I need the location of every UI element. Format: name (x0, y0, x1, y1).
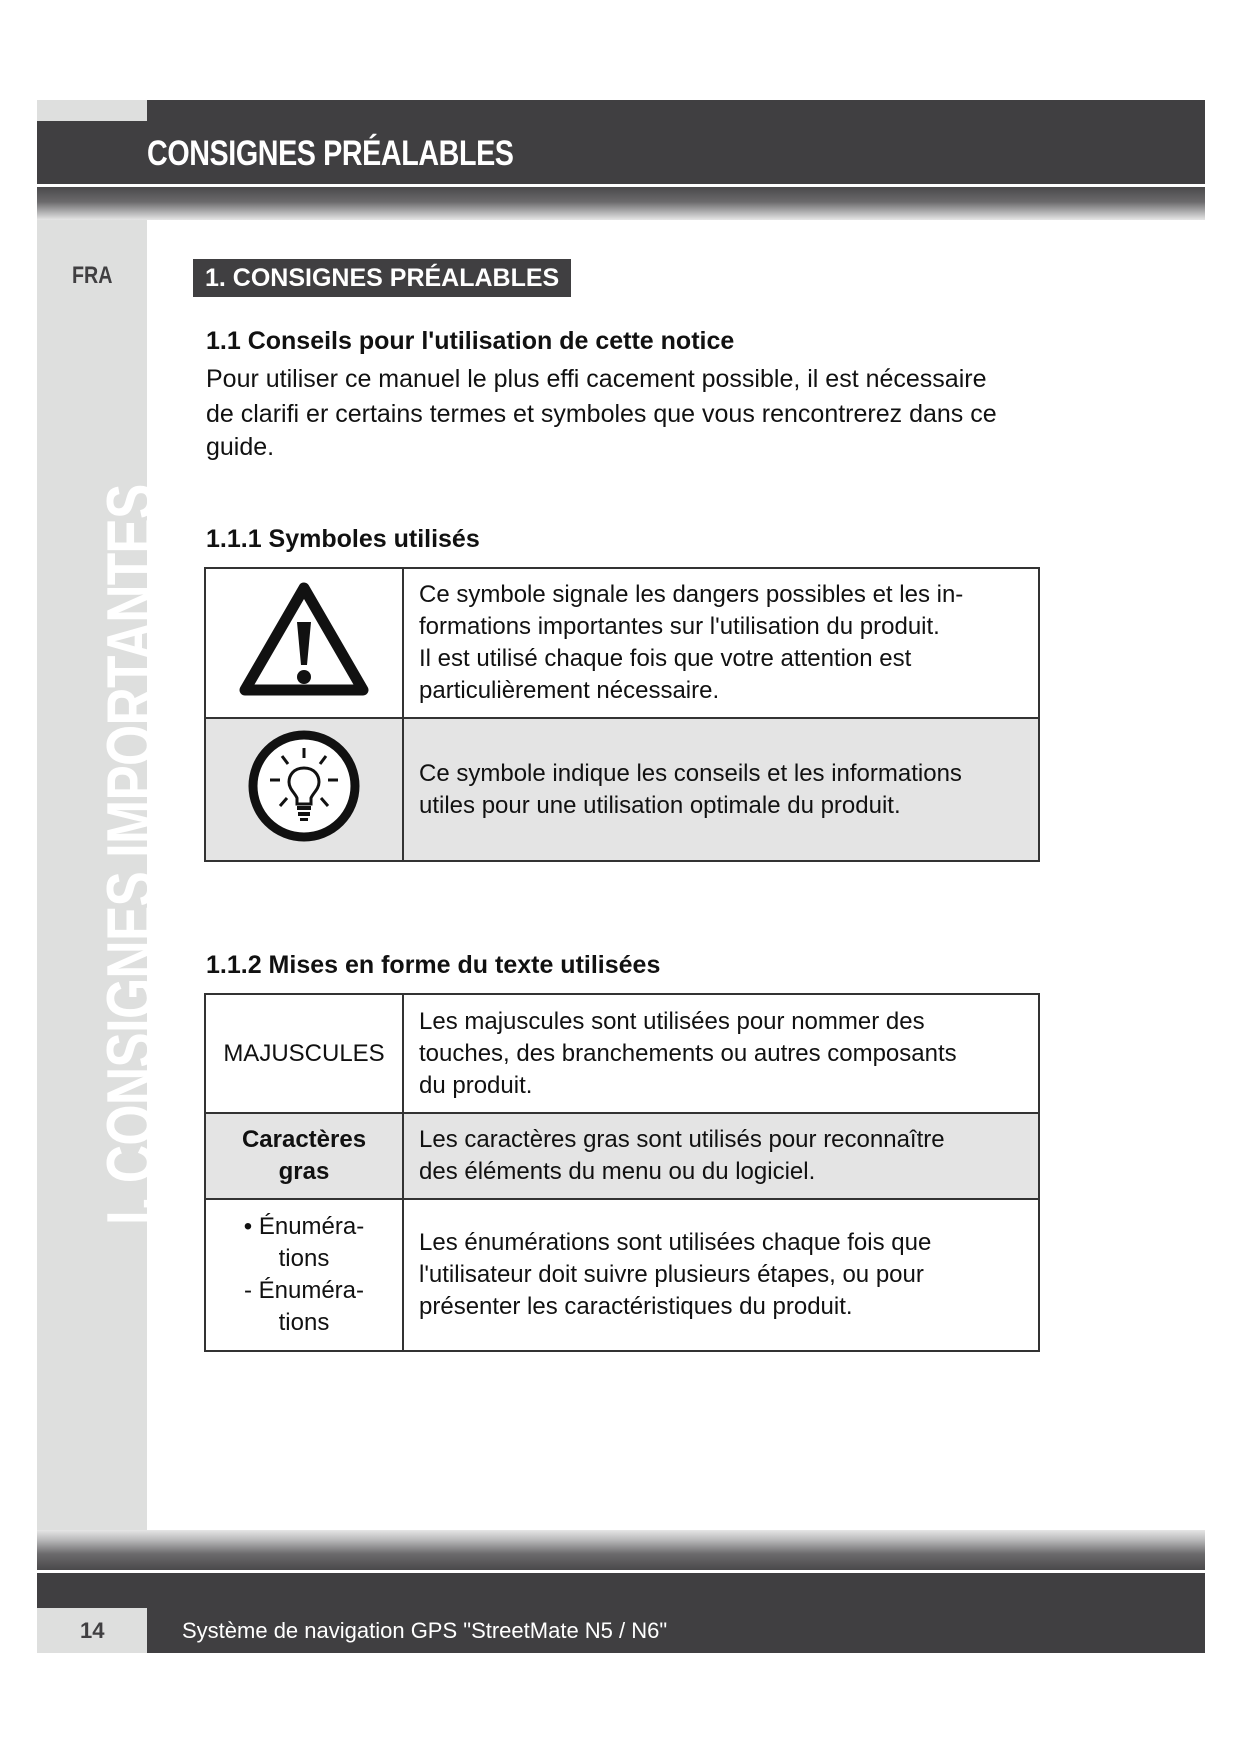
format-description (403, 994, 1039, 1113)
formats-table (204, 993, 1040, 1352)
intro-line: Pour utiliser ce manuel le plus effi cacement possible, il est nécessaire (206, 365, 987, 393)
footer-gradient-strip (37, 1530, 1205, 1570)
format-row (205, 1113, 1039, 1199)
format-label-line: tions (278, 1309, 330, 1336)
symbol-cell (205, 718, 403, 861)
desc-line: présenter les caractéristiques du produit. (419, 1293, 853, 1320)
symbol-row-warning (205, 568, 1039, 718)
format-label-line: Caractères (241, 1126, 367, 1153)
format-row (205, 1199, 1039, 1351)
desc-line: Les majuscules sont utilisées pour nommer des (419, 1007, 925, 1035)
sidebar-vertical-title-text: I. CONSIGNES IMPORTANTES (93, 484, 169, 1225)
header-gradient-strip (37, 187, 1205, 220)
warning-triangle-icon (239, 580, 369, 700)
intro-line: de clarifi er certains termes et symboles que vous rencontrerez dans ce (206, 400, 997, 428)
formats-heading: 1.1.2 Mises en forme du texte utilisées (206, 951, 661, 979)
symbols-table (204, 567, 1040, 862)
sidebar-vertical-title (92, 276, 170, 1225)
desc-line: particulièrement nécessaire. (419, 677, 720, 704)
format-label (205, 994, 403, 1113)
intro-heading: 1.1 Conseils pour l'utilisation de cette notice (206, 327, 735, 355)
desc-line: Ce symbole signale les dangers possibles et les in- (419, 581, 964, 608)
format-label (205, 1199, 403, 1351)
intro-line: guide. (206, 433, 275, 461)
format-description (403, 1113, 1039, 1199)
format-row (205, 994, 1039, 1113)
format-label (205, 1113, 403, 1199)
desc-line: Les caractères gras sont utilisés pour reconnaître (419, 1126, 945, 1153)
header-bar-left (37, 121, 147, 184)
page-number: 14 (80, 1618, 105, 1643)
desc-line: touches, des branchements ou autres composants (419, 1039, 957, 1067)
header-grey-tab (37, 100, 147, 121)
desc-line: utiles pour une utilisation optimale du produit. (419, 791, 901, 819)
symbol-description (403, 718, 1039, 861)
format-label-line: tions (278, 1245, 330, 1272)
page-header-title: CONSIGNES PRÉALABLES (147, 134, 514, 173)
symbol-cell (205, 568, 403, 718)
desc-line: Ce symbole indique les conseils et les informations (419, 759, 962, 787)
symbol-row-tip (205, 718, 1039, 861)
format-label-line: gras (278, 1158, 330, 1185)
desc-line: du produit. (419, 1071, 533, 1099)
language-label: FRA (72, 262, 113, 289)
desc-line: des éléments du menu ou du logiciel. (419, 1158, 816, 1185)
format-label-line: • Énuméra- (243, 1213, 365, 1240)
lightbulb-icon (244, 726, 364, 846)
symbol-description (403, 568, 1039, 718)
format-label-line: MAJUSCULES (223, 1039, 385, 1067)
intro-paragraph (206, 363, 1056, 464)
desc-line: Les énumérations sont utilisées chaque fois que (419, 1229, 932, 1256)
format-description (403, 1199, 1039, 1351)
footer-product-title: Système de navigation GPS "StreetMate N5 / N6" (182, 1618, 668, 1643)
desc-line: l'utilisateur doit suivre plusieurs étapes, ou pour (419, 1261, 924, 1288)
format-label-line: - Énuméra- (243, 1277, 365, 1304)
desc-line: Il est utilisé chaque fois que votre attention est (419, 645, 912, 672)
symbols-heading: 1.1.1 Symboles utilisés (206, 525, 480, 553)
section-title-box: 1. CONSIGNES PRÉALABLES (193, 259, 571, 297)
desc-line: formations importantes sur l'utilisation du produit. (419, 613, 940, 640)
